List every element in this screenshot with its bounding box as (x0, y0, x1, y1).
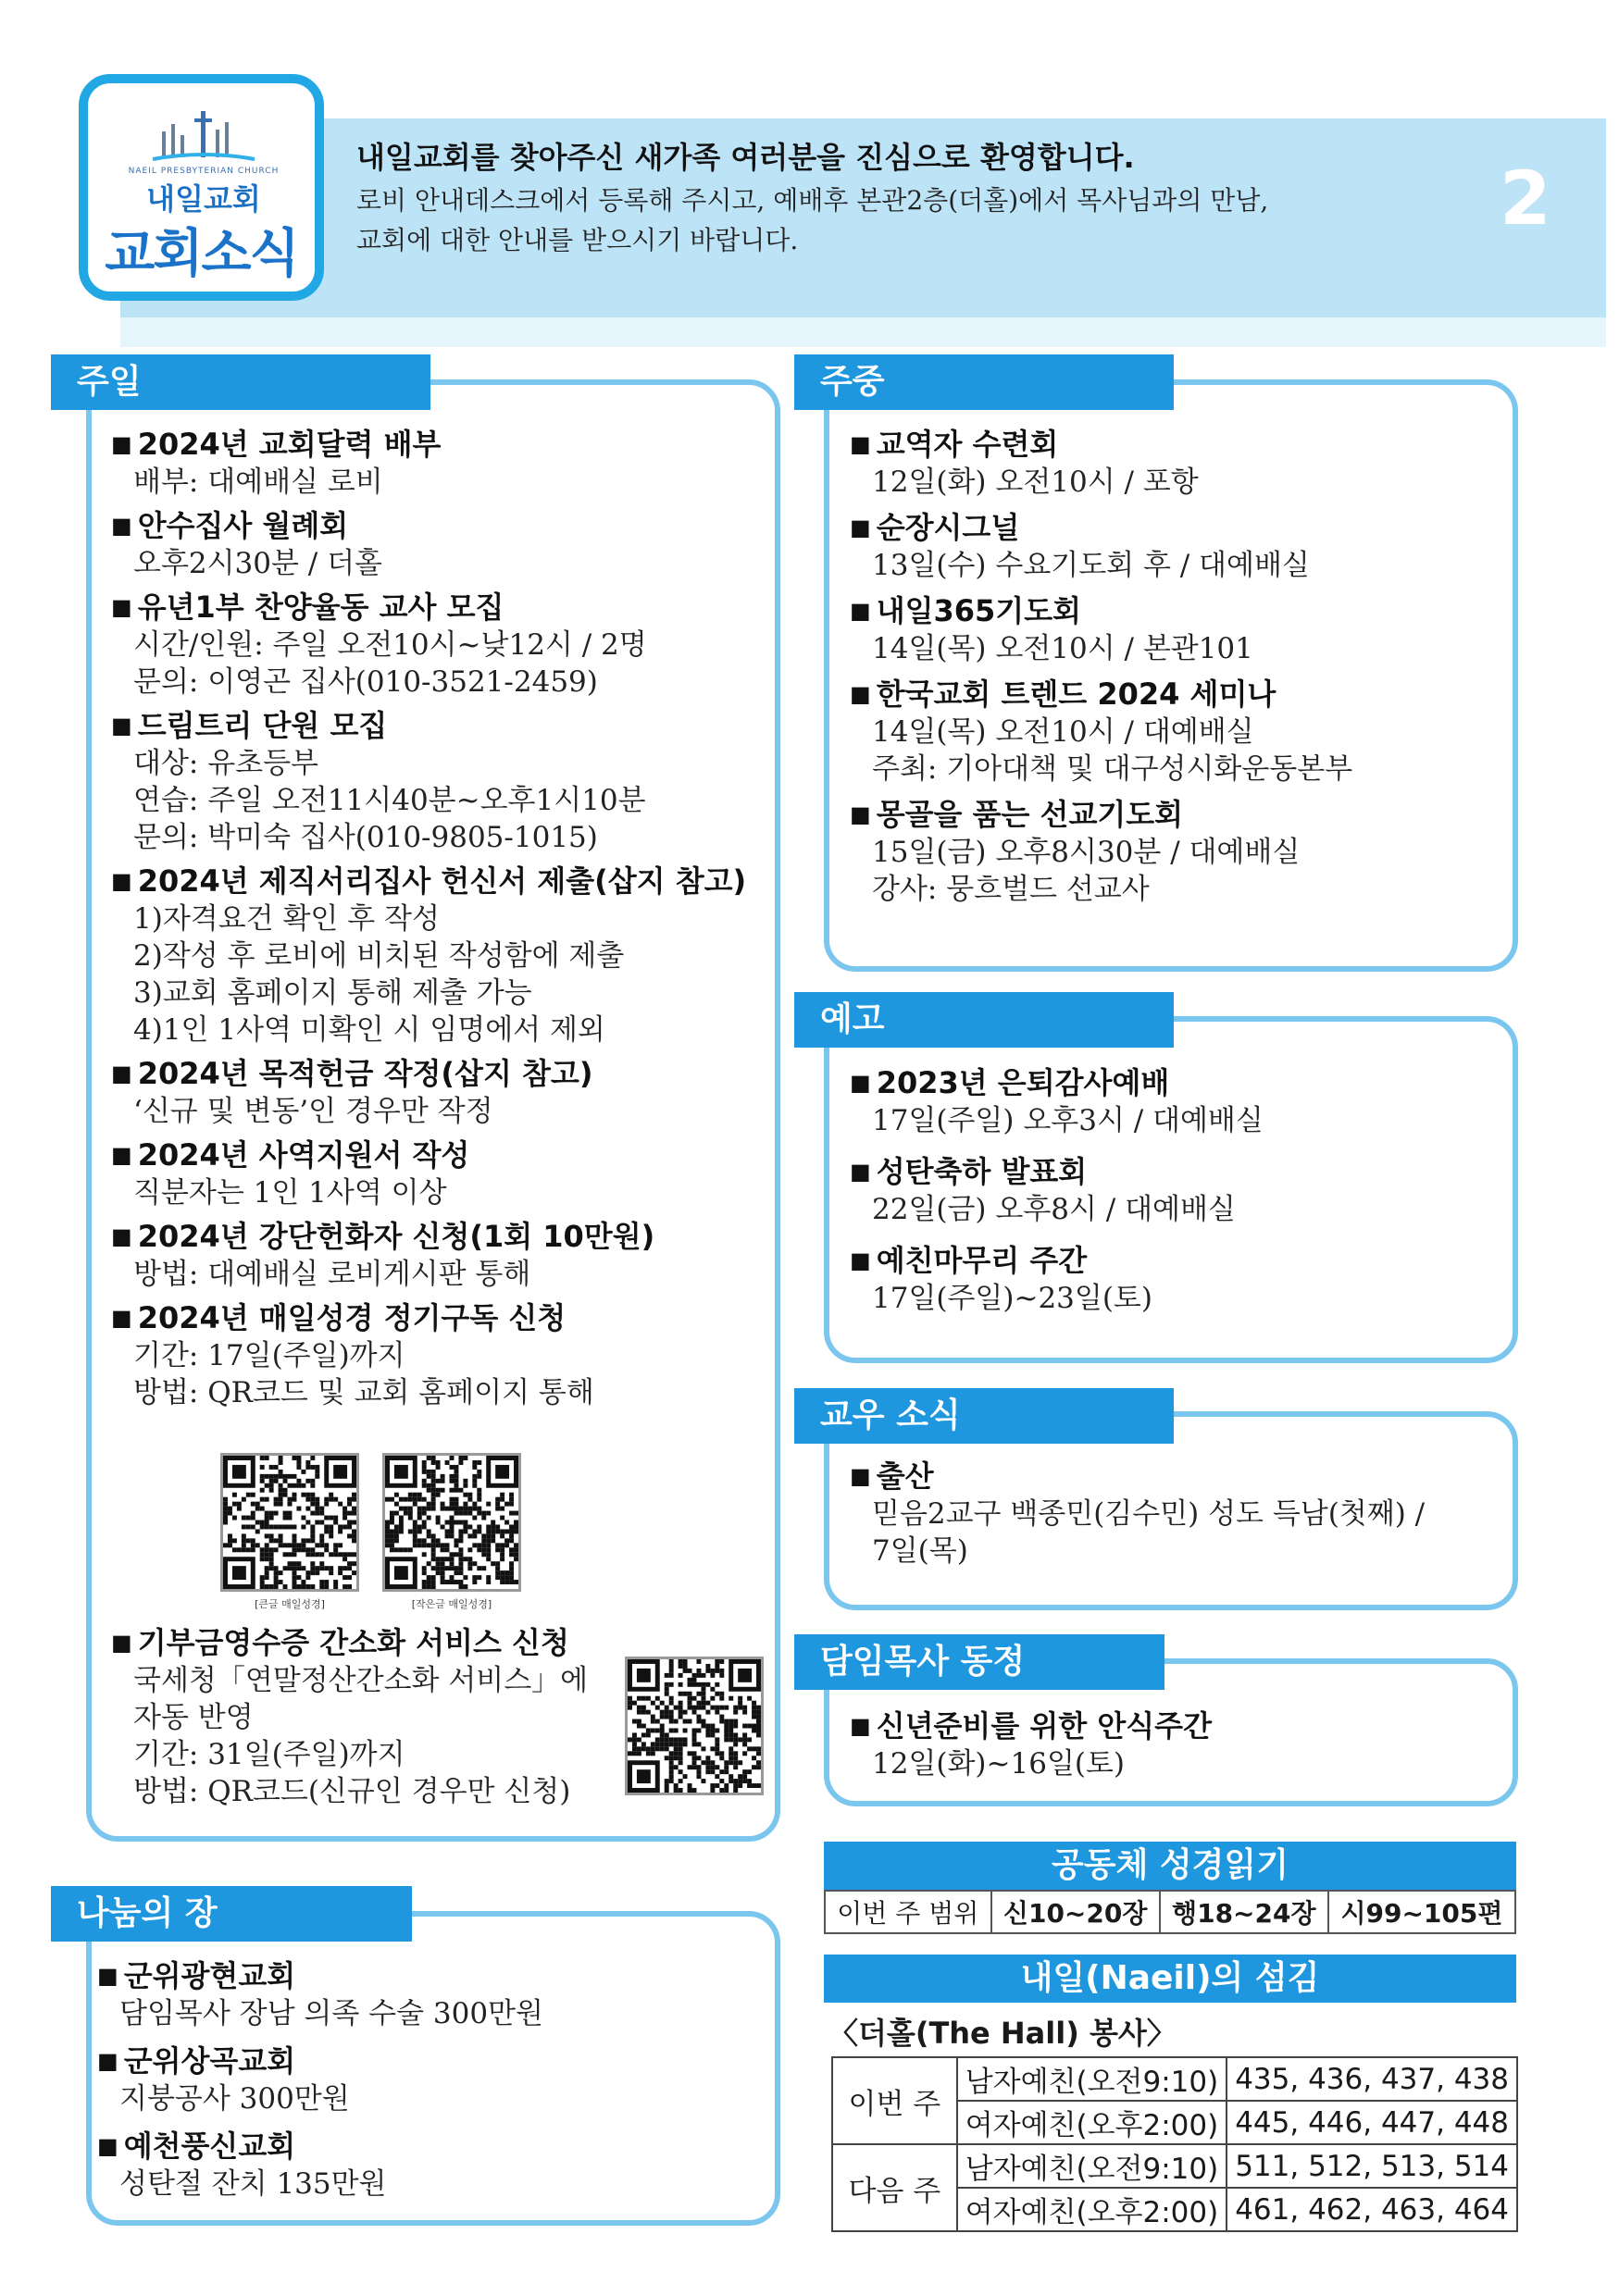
list-item (111, 584, 746, 701)
item-title: ■ 2024년 제직서리집사 헌신서 제출(삽지 참고) (111, 863, 747, 899)
item-detail: 오후2시30분 / 더홀 (133, 547, 382, 580)
item-detail: 문의: 박미숙 집사(010-9805-1015) (133, 821, 598, 854)
item-title: ■ 신년준비를 위한 안식주간 (850, 1708, 1213, 1744)
bullet-square-icon: ■ (111, 1223, 132, 1249)
item-title: ■ 군위상곡교회 (97, 2043, 296, 2079)
item-title: ■ 예천풍신교회 (97, 2128, 296, 2164)
list-item (111, 1295, 746, 1411)
qr-caption-large: [큰글 매일성경] (255, 1598, 325, 1610)
item-title: ■ 내일365기도회 (850, 593, 1082, 628)
list-item (850, 671, 1352, 788)
tab-sunday: 주일 (51, 354, 430, 410)
item-detail: 방법: QR코드 및 교회 홈페이지 통해 (133, 1376, 594, 1409)
bullet-square-icon: ■ (111, 594, 132, 620)
item-detail: 17일(주일) 오후3시 / 대예배실 (872, 1104, 1264, 1137)
bullet-square-icon: ■ (111, 713, 132, 738)
item-detail: 직분자는 1인 1사역 이상 (133, 1176, 447, 1210)
service-group: 남자예친(오전9:10) (957, 2057, 1227, 2101)
service-numbers: 461, 462, 463, 464 (1227, 2188, 1517, 2231)
list-item (97, 2038, 543, 2117)
donation-line: 국세청「연말정산간소화 서비스」에 (133, 1664, 589, 1697)
donation-title: ■ 기부금영수증 간소화 서비스 신청 (111, 1625, 569, 1660)
bible-reading-table (824, 1890, 1516, 1934)
item-title: ■ 한국교회 트렌드 2024 세미나 (850, 676, 1277, 712)
bible-reading-label: 이번 주 범위 (825, 1891, 991, 1933)
bullet-square-icon: ■ (850, 1713, 871, 1739)
list-item (111, 702, 746, 856)
church-logo-icon (143, 104, 264, 168)
bullet-square-icon: ■ (850, 1070, 871, 1096)
item-title: ■ 출산 (850, 1458, 934, 1494)
item-title: ■ 드림트리 단원 모집 (111, 708, 388, 743)
bible-reading-range: 시99~105편 (1328, 1891, 1515, 1933)
item-detail: 담임목사 장남 의족 수술 300만원 (119, 1997, 543, 2030)
service-group: 남자예친(오전9:10) (957, 2144, 1227, 2188)
item-detail: 22일(금) 오후8시 / 대예배실 (872, 1193, 1236, 1226)
service-numbers: 445, 446, 447, 448 (1227, 2101, 1517, 2144)
item-detail: 강사: 뭉흐벌드 선교사 (872, 873, 1150, 906)
list-item (850, 791, 1352, 908)
bullet-square-icon: ■ (111, 513, 132, 539)
service-week: 다음 주 (832, 2144, 957, 2231)
item-title: ■ 2024년 목적헌금 작정(삽지 참고) (111, 1056, 593, 1091)
bible-reading-range: 신10~20장 (991, 1891, 1160, 1933)
donation-line: 기간: 31일(주일)까지 (133, 1738, 405, 1771)
service-week: 이번 주 (832, 2057, 957, 2144)
item-detail: 배부: 대예배실 로비 (133, 465, 383, 499)
item-title: ■ 예친마무리 주간 (850, 1243, 1088, 1278)
bullet-square-icon: ■ (97, 1963, 118, 1989)
notice-list (850, 1060, 1264, 1326)
bullet-square-icon: ■ (97, 2048, 118, 2074)
item-detail: 1)자격요건 확인 후 작성 (133, 902, 440, 936)
item-detail: 17일(주일)~23일(토) (872, 1282, 1152, 1315)
item-title: ■ 몽골을 품는 선교기도회 (850, 797, 1184, 832)
service-numbers: 511, 512, 513, 514 (1227, 2144, 1517, 2188)
item-detail: 3)교회 홈페이지 통해 제출 가능 (133, 976, 532, 1010)
item-detail: 시간/인원: 주일 오전10시~낮12시 / 2명 (133, 628, 647, 662)
list-item (111, 1050, 746, 1130)
pastor-list (850, 1703, 1212, 1782)
bullet-square-icon: ■ (850, 1159, 871, 1185)
item-detail: 12일(화) 오전10시 / 포항 (872, 465, 1199, 499)
qr-code-donation[interactable] (625, 1657, 764, 1795)
tab-notice: 예고 (794, 992, 1174, 1048)
tab-pastor: 담임목사 동정 (794, 1634, 1164, 1690)
page-number: 2 (1500, 155, 1551, 242)
item-detail: 2)작성 후 로비에 비치된 작성함에 제출 (133, 939, 625, 973)
bullet-square-icon: ■ (850, 801, 871, 827)
bullet-square-icon: ■ (111, 1305, 132, 1331)
week-list (850, 421, 1352, 912)
item-detail: 연습: 주일 오전11시40분~오후1시10분 (133, 784, 646, 817)
item-detail: 14일(목) 오전10시 / 대예배실 (872, 715, 1254, 749)
bullet-square-icon: ■ (111, 1630, 132, 1656)
item-detail: ‘신규 및 변동’인 경우만 작정 (133, 1095, 493, 1128)
bullet-square-icon: ■ (111, 1061, 132, 1086)
service-numbers: 435, 436, 437, 438 (1227, 2057, 1517, 2101)
sharing-list (97, 1953, 543, 2208)
item-title: ■ 2024년 매일성경 정기구독 신청 (111, 1300, 567, 1335)
list-item (850, 421, 1352, 501)
list-item (850, 1060, 1264, 1139)
table-row (832, 2057, 1517, 2101)
sunday-list (111, 421, 746, 1413)
item-detail: 문의: 이영곤 집사(010-3521-2459) (133, 665, 598, 699)
tab-sharing: 나눔의 장 (51, 1886, 412, 1942)
item-title: ■ 순장시그널 (850, 510, 1020, 545)
bullet-square-icon: ■ (850, 598, 871, 624)
church-name: 내일교회 (146, 181, 261, 217)
bullet-square-icon: ■ (111, 868, 132, 894)
list-item (850, 1703, 1212, 1782)
bullet-square-icon: ■ (97, 2133, 118, 2159)
list-item (850, 588, 1352, 667)
item-detail: 12일(화)~16일(토) (872, 1747, 1126, 1781)
item-title: ■ 2024년 강단헌화자 신청(1회 10만원) (111, 1219, 655, 1254)
item-detail: 주최: 기아대책 및 대구성시화운동본부 (872, 752, 1353, 786)
donation-item (111, 1620, 588, 1810)
bullet-square-icon: ■ (111, 1142, 132, 1168)
section-title: 교회소식 (105, 224, 298, 284)
qr-code-large-print[interactable] (220, 1453, 359, 1592)
item-detail: 지붕공사 300만원 (119, 2082, 350, 2116)
item-detail: 7일(목) (872, 1534, 968, 1568)
item-detail: 방법: 대예배실 로비게시판 통해 (133, 1258, 531, 1291)
item-title: ■ 2024년 사역지원서 작성 (111, 1137, 470, 1173)
item-detail: 4)1인 1사역 미확인 시 임명에서 제외 (133, 1013, 605, 1047)
qr-caption-small: [작은글 매일성경] (411, 1598, 492, 1610)
list-item (97, 1953, 543, 2032)
item-detail: 성탄절 잔치 135만원 (119, 2167, 387, 2201)
service-group: 여자예친(오후2:00) (957, 2188, 1227, 2231)
item-detail: 15일(금) 오후8시30분 / 대예배실 (872, 836, 1301, 869)
bullet-square-icon: ■ (850, 431, 871, 457)
service-group: 여자예친(오후2:00) (957, 2101, 1227, 2144)
service-table (831, 2056, 1518, 2232)
list-item (111, 858, 746, 1049)
bible-reading-range: 행18~24장 (1160, 1891, 1328, 1933)
bullet-square-icon: ■ (111, 431, 132, 457)
welcome-title: 내일교회를 찾아주신 새가족 여러분을 진심으로 환영합니다. (356, 140, 1135, 175)
welcome-line-1: 로비 안내데스크에서 등록해 주시고, 예배후 본관2층(더홀)에서 목사님과의 만남, (356, 185, 1269, 216)
welcome-line-2: 교회에 대한 안내를 받으시기 바랍니다. (356, 225, 799, 255)
item-detail: 대상: 유초등부 (133, 747, 318, 780)
list-item (111, 421, 746, 501)
item-detail: 13일(수) 수요기도회 후 / 대예배실 (872, 549, 1310, 582)
bullet-square-icon: ■ (850, 1463, 871, 1489)
members-list (850, 1453, 1425, 1570)
qr-code-small-print[interactable] (382, 1453, 521, 1592)
item-detail: 믿음2교구 백종민(김수민) 성도 득남(첫째) / (872, 1497, 1426, 1531)
donation-line: 방법: QR코드(신규인 경우만 신청) (133, 1775, 571, 1808)
item-detail: 기간: 17일(주일)까지 (133, 1339, 405, 1372)
list-item (850, 1237, 1264, 1317)
list-item (111, 1213, 746, 1293)
item-title: ■ 유년1부 찬양율동 교사 모집 (111, 590, 504, 625)
bible-reading-title: 공동체 성경읽기 (824, 1842, 1516, 1890)
bullet-square-icon: ■ (850, 515, 871, 540)
item-title: ■ 군위광현교회 (97, 1958, 296, 1993)
bullet-square-icon: ■ (850, 1247, 871, 1273)
church-name-en: NAEIL PRESBYTERIAN CHURCH (128, 167, 280, 176)
item-title: ■ 성탄축하 발표회 (850, 1154, 1088, 1189)
tab-week: 주중 (794, 354, 1174, 410)
list-item (97, 2123, 543, 2203)
service-title: 내일(Naeil)의 섬김 (824, 1955, 1516, 2003)
item-title: ■ 교역자 수련회 (850, 427, 1059, 462)
church-logo-box (79, 74, 324, 301)
donation-line: 자동 반영 (133, 1701, 254, 1734)
item-title: ■ 2023년 은퇴감사예배 (850, 1065, 1170, 1100)
item-title: ■ 2024년 교회달력 배부 (111, 427, 442, 462)
tab-members: 교우 소식 (794, 1388, 1174, 1444)
item-title: ■ 안수집사 월례회 (111, 508, 349, 543)
list-item (111, 503, 746, 582)
service-subtitle: 〈더홀(The Hall) 봉사〉 (828, 2016, 1177, 2051)
item-detail: 14일(목) 오전10시 / 본관101 (872, 632, 1253, 665)
list-item (111, 1132, 746, 1211)
list-item (850, 504, 1352, 584)
list-item (850, 1453, 1425, 1570)
table-row (832, 2144, 1517, 2188)
bullet-square-icon: ■ (850, 681, 871, 707)
list-item (850, 1148, 1264, 1228)
